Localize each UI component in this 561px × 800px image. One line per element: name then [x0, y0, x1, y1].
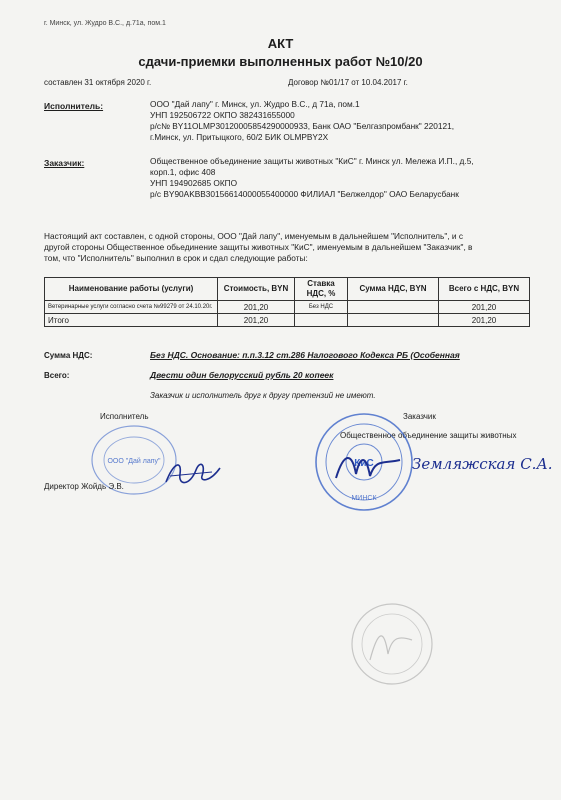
- total-value: Двести один белорусский рубль 20 копеек: [150, 370, 334, 380]
- customer-signature-mark: [330, 446, 410, 486]
- contractor-line: г.Минск, ул. Притыцкого, 60/2 БИК OLMPBY2X: [150, 132, 329, 142]
- header-vat-rate: Ставка НДС, %: [295, 278, 348, 301]
- cost-cell: 201,20: [218, 301, 295, 314]
- contractor-label: Исполнитель:: [44, 101, 104, 111]
- customer-line: р/с BY90AKBB30156614000055400000 ФИЛИАЛ "Белжелдор" ОАО Беларусбанк: [150, 189, 459, 199]
- customer-line: корп.1, офис 408: [150, 167, 216, 177]
- intro-line: другой стороны Общественное обьединение защиты животных "КиС", именуемым в дальнейшем "Заказчик", в: [44, 242, 473, 252]
- header-name: Наименование работы (услуги): [45, 278, 218, 301]
- no-claims-statement: Заказчик и исполнитель друг к другу претензий не имеют.: [150, 391, 376, 400]
- vat-rate-cell: Без НДС: [295, 301, 348, 314]
- total-row-label: Итого: [45, 314, 218, 327]
- header-vat-sum: Сумма НДС, BYN: [348, 278, 439, 301]
- customer-label: Заказчик:: [44, 158, 85, 168]
- vat-sum-label: Сумма НДС:: [44, 351, 93, 360]
- contractor-line: УНП 192506722 ОКПО 382431655000: [150, 110, 295, 120]
- contractor-line: р/с№ BY11OLMP30120005854290000933, Банк ОАО "Белгазпромбанк" 220121,: [150, 121, 455, 131]
- customer-stamp-bottom: МИНСК: [351, 495, 377, 502]
- table-header-row: [45, 278, 530, 301]
- contractor-signer: Директор Жойдь Э.В.: [44, 482, 124, 491]
- contract-reference: Договор №01/17 от 10.04.2017 г.: [288, 78, 408, 87]
- document-title: АКТ: [267, 36, 294, 51]
- works-table: [44, 277, 530, 327]
- vat-sum-value: Без НДС. Основание: п.п.3.12 ст.286 Налогового Кодекса РБ (Особенная: [150, 350, 460, 360]
- header-cost: Стоимость, BYN: [218, 278, 295, 301]
- table-total-row: [45, 314, 530, 327]
- total-row-rate: [295, 314, 348, 327]
- total-cell: 201,20: [439, 301, 530, 314]
- header-total: Всего с НДС, BYN: [439, 278, 530, 301]
- intro-paragraph: [44, 231, 472, 264]
- contractor-signature: [160, 452, 226, 492]
- customer-line: Общественное объединение защиты животных "КиС" г. Минск ул. Мележа И.П., д.5,: [150, 156, 474, 166]
- total-row-total: 201,20: [439, 314, 530, 327]
- bleed-through-stamp: [348, 600, 436, 688]
- header-address: г. Минск, ул. Жудро В.С., д.71а, пом.1: [44, 20, 166, 27]
- intro-line: Настоящий акт составлен, с одной стороны, ООО "Дай лапу", именуемым в дальнейшем "Исполнитель", и с: [44, 231, 463, 241]
- service-name-cell: Ветеринарные услуги согласно счета №99279 от 24.10.20г.: [45, 301, 218, 314]
- customer-signer-handwritten: Земляжская С.А.: [412, 455, 553, 473]
- vat-sum-cell: [348, 301, 439, 314]
- customer-organization: Общественное объединение защиты животных: [340, 431, 517, 440]
- intro-line: том, что "Исполнитель" выполнил в срок и сдал следующие работы:: [44, 253, 308, 263]
- total-row-vat: [348, 314, 439, 327]
- table-row: [45, 301, 530, 314]
- customer-details: [150, 156, 474, 200]
- customer-stamp-center: КиС: [354, 458, 374, 469]
- contractor-stamp-text: ООО "Дай лапу": [107, 458, 161, 465]
- customer-signature-title: Заказчик: [403, 412, 436, 421]
- customer-line: УНП 194902685 ОКПО: [150, 178, 238, 188]
- contractor-details: [150, 99, 454, 143]
- contractor-line: ООО "Дай лапу" г. Минск, ул. Жудро В.С., д 71а, пом.1: [150, 99, 360, 109]
- total-row-cost: 201,20: [218, 314, 295, 327]
- contractor-signature-title: Исполнитель: [100, 412, 149, 421]
- total-label: Всего:: [44, 371, 70, 380]
- composed-date: составлен 31 октября 2020 г.: [44, 78, 152, 87]
- document-subtitle: сдачи-приемки выполненных работ №10/20: [138, 54, 423, 69]
